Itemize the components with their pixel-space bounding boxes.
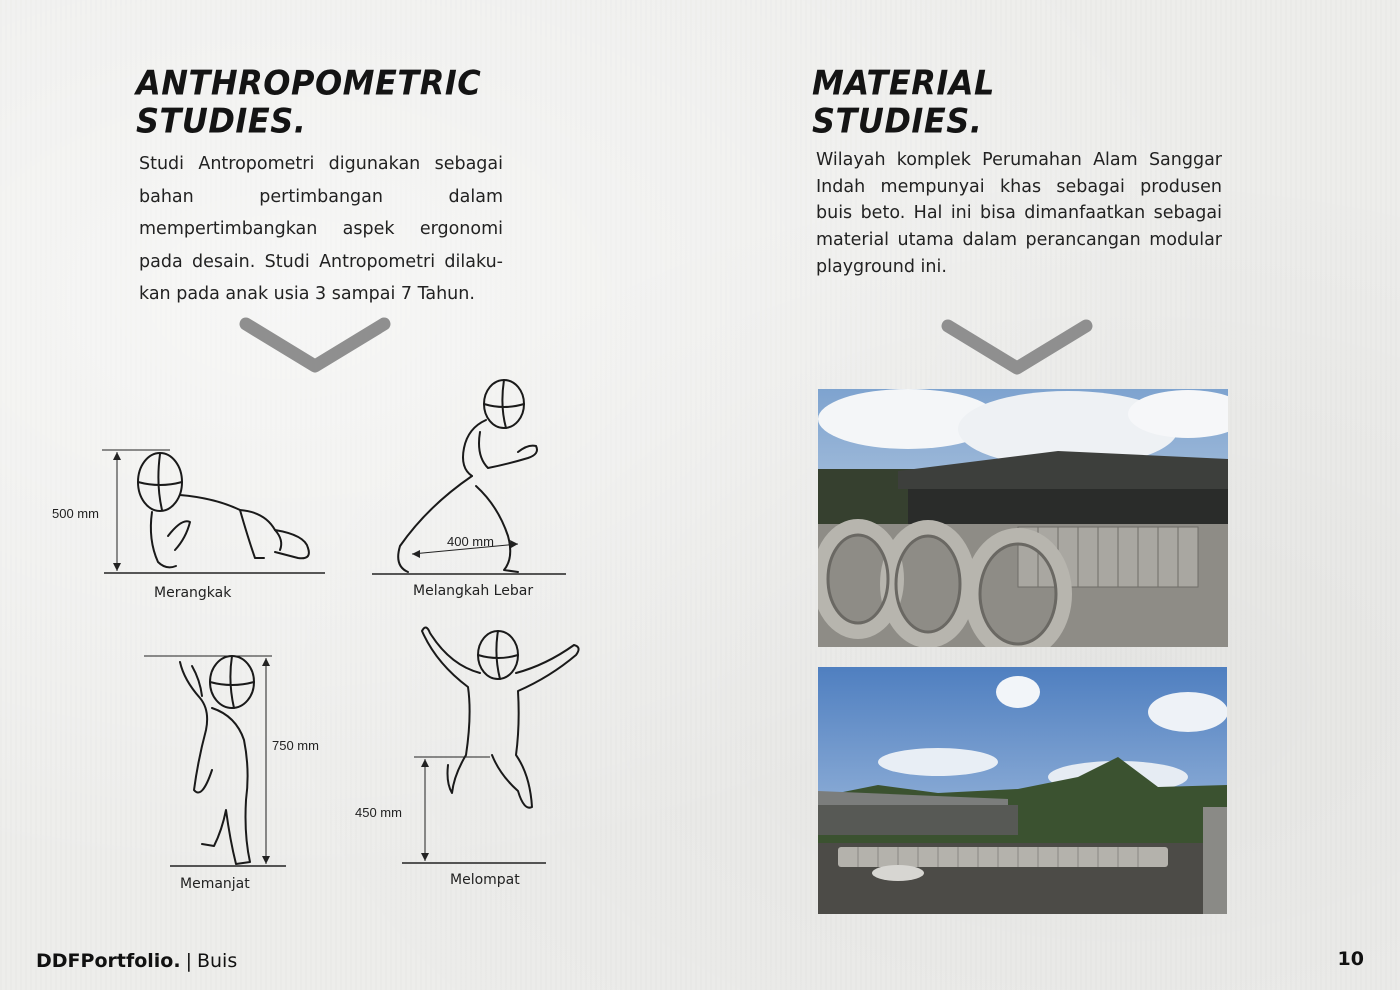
caption-melompat: Melompat [450,872,520,888]
figure-jumping [350,615,590,870]
brand-name: DDFPortfolio. [36,950,181,972]
anthropometric-description: Studi Antropometri digunakan sebagai bahan pertimbangan dalam mempertimbangkan aspek ergonomi pada desain. Studi Antropometri dilaku-kan pada anak usia 3 sampai 7 Tahun. [139,154,503,304]
heading-line-1: MATERIAL [812,63,995,104]
caption-melangkah-lebar: Melangkah Lebar [413,583,534,599]
chevron-down-icon [236,312,394,378]
figure-crawling [40,440,340,580]
footer-section: Buis [196,950,238,972]
figure-climbing [140,650,340,875]
photo-factory-yard [818,667,1227,914]
anthropometric-heading [136,64,481,140]
heading-line-2: STUDIES. [812,100,983,141]
page-number: 10 [1337,948,1364,970]
measure-label: 450 mm [355,805,402,820]
footer-brand [36,950,237,972]
material-heading [812,64,995,140]
measure-label: 500 mm [52,506,99,521]
heading-line-1: ANTHROPOMETRIC [136,63,482,104]
photo-concrete-rings [818,389,1228,647]
figure-wide-step [368,376,578,581]
heading-line-2: STUDIES. [136,100,307,141]
caption-memanjat: Memanjat [180,876,250,892]
footer-separator: | [185,950,192,972]
caption-merangkak: Merangkak [154,585,232,601]
measure-label: 750 mm [272,738,319,753]
chevron-down-icon [938,314,1096,380]
material-description: Wilayah komplek Perumahan Alam Sanggar Indah mempunyai khas sebagai produsen buis beto. Hal ini bisa dimanfaatkan sebagai material utama dalam perancangan modular playground ini. [816,150,1222,277]
measure-label: 400 mm [447,534,494,549]
